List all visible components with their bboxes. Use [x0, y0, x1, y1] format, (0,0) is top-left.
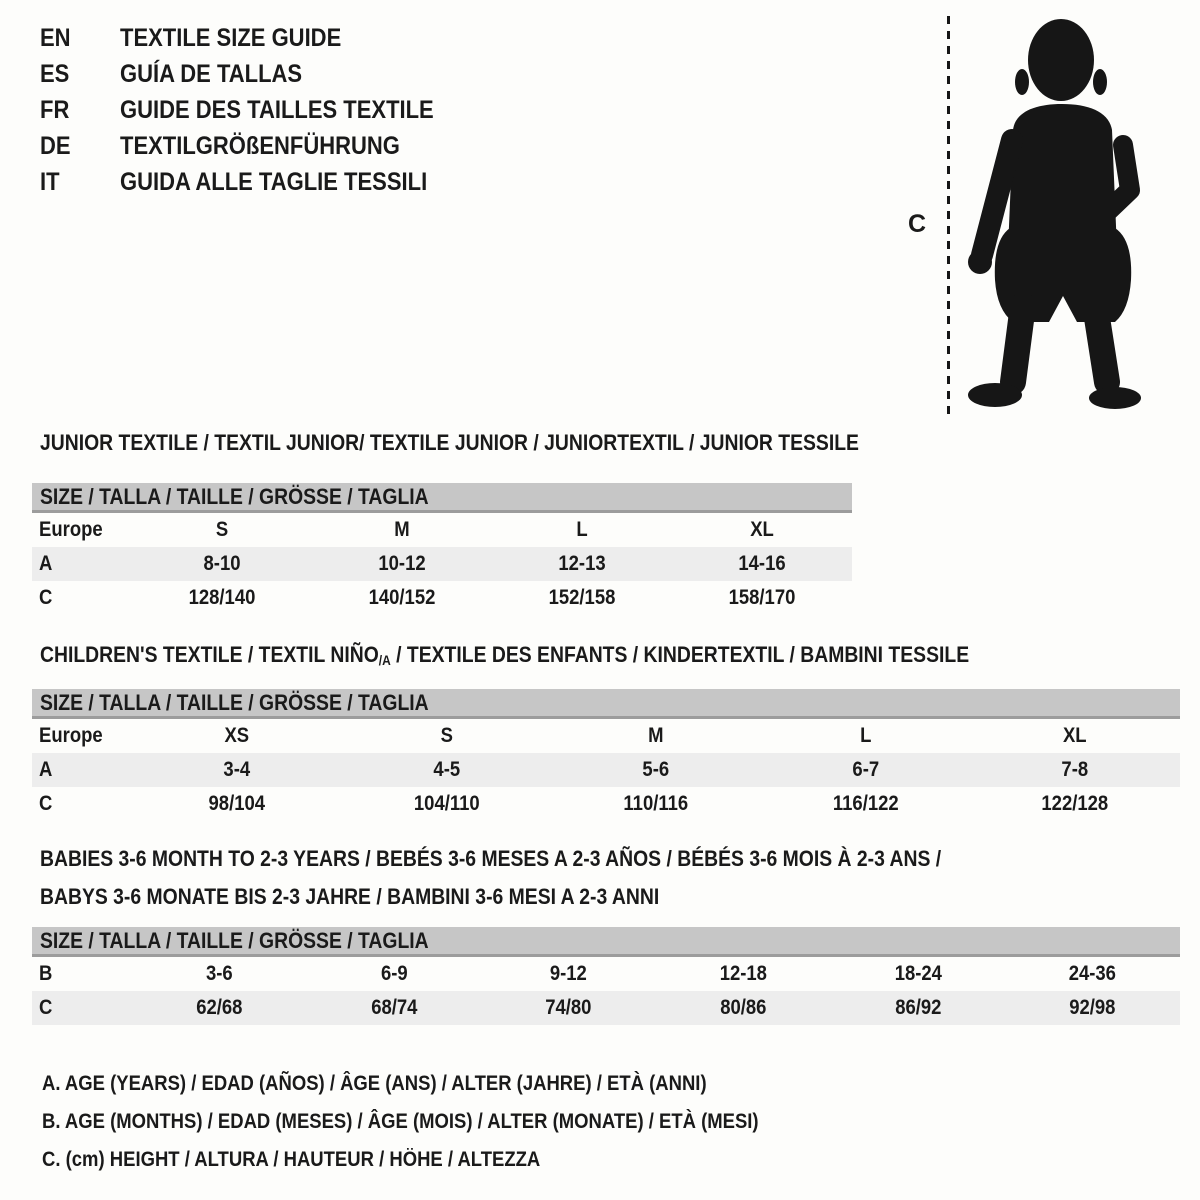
- legend-line-c: [42, 1147, 608, 1173]
- region-label: Europe: [39, 518, 103, 541]
- column-header: XL: [1063, 724, 1087, 747]
- language-row: [40, 164, 477, 200]
- legend-line-b-text: B. AGE (MONTHS) / EDAD (MESES) / ÂGE (MOIS) / ALTER (MONATE) / ETÀ (MESI): [42, 1110, 759, 1133]
- column-header: M: [394, 518, 410, 541]
- table-cell: 128/140: [188, 586, 256, 609]
- babies-section-title-line2: [40, 883, 744, 910]
- language-title: GUIDE DES TAILLES TEXTILE: [120, 96, 434, 124]
- table-cell: 14-16: [738, 552, 786, 575]
- height-measure-label: C: [908, 210, 927, 238]
- table-cell: 158/170: [728, 586, 796, 609]
- table-cell: 18-24: [894, 962, 942, 985]
- table-cell: 86/92: [894, 996, 942, 1019]
- language-title: GUIDA ALLE TAGLIE TESSILI: [120, 168, 428, 196]
- language-code: EN: [40, 24, 71, 52]
- size-header-label: SIZE / TALLA / TAILLE / GRÖSSE / TAGLIA: [40, 484, 429, 509]
- table-cell: 98/104: [208, 792, 266, 815]
- column-header: L: [576, 518, 588, 541]
- region-label: Europe: [39, 724, 103, 747]
- table-cell: 24-36: [1069, 962, 1117, 985]
- table-row-age-months: [32, 957, 1180, 991]
- table-header-row: [32, 513, 852, 547]
- legend-line-a: [42, 1071, 797, 1097]
- table-cell: 110/116: [623, 792, 689, 815]
- table-cell: 5-6: [642, 758, 670, 781]
- row-label: A: [39, 758, 53, 781]
- legend-line-a-text: A. AGE (YEARS) / EDAD (AÑOS) / ÂGE (ANS) / ALTER (JAHRE) / ETÀ (ANNI): [42, 1072, 707, 1095]
- height-measure-line: [947, 16, 950, 414]
- babies-size-table: [32, 927, 1180, 1025]
- table-cell: 10-12: [378, 552, 426, 575]
- size-header-label: SIZE / TALLA / TAILLE / GRÖSSE / TAGLIA: [40, 928, 429, 953]
- table-row-height-cm: [32, 581, 852, 615]
- table-cell: 92/98: [1069, 996, 1116, 1019]
- language-code: DE: [40, 132, 71, 160]
- table-row-age-years: [32, 753, 1180, 787]
- column-header: XL: [750, 518, 774, 541]
- table-cell: 74/80: [545, 996, 592, 1019]
- table-cell: 80/86: [720, 996, 767, 1019]
- babies-section-title-line1-text: BABIES 3-6 MONTH TO 2-3 YEARS / BEBÉS 3-6 MESES A 2-3 AÑOS / BÉBÉS 3-6 MOIS À 2-3 ANS /: [40, 846, 942, 871]
- table-cell: 8-10: [203, 552, 241, 575]
- babies-section-title-line2-text: BABYS 3-6 MONATE BIS 2-3 JAHRE / BAMBINI 3-6 MESI A 2-3 ANNI: [40, 884, 660, 909]
- legend-line-b: [42, 1109, 856, 1135]
- table-row-age-years: [32, 547, 852, 581]
- table-cell: 68/74: [370, 996, 418, 1019]
- table-header-row: [32, 719, 1180, 753]
- language-title: TEXTILGRÖßENFÜHRUNG: [120, 132, 400, 160]
- junior-size-table: [32, 483, 852, 615]
- table-row-height-cm: [32, 787, 1180, 821]
- language-title-block: [40, 20, 477, 200]
- table-cell: 140/152: [368, 586, 436, 609]
- row-label: B: [39, 962, 53, 985]
- language-row: [40, 92, 477, 128]
- row-label: A: [39, 552, 53, 575]
- size-header-label: SIZE / TALLA / TAILLE / GRÖSSE / TAGLIA: [40, 690, 429, 715]
- language-row: [40, 56, 477, 92]
- table-cell: 12-18: [719, 962, 767, 985]
- column-header: L: [859, 724, 872, 747]
- table-cell: 3-4: [223, 758, 251, 781]
- language-row: [40, 128, 477, 164]
- table-cell: 6-9: [380, 962, 408, 985]
- column-header: S: [215, 518, 229, 541]
- size-header-band: [32, 927, 1180, 957]
- row-label: C: [39, 586, 53, 609]
- table-cell: 152/158: [548, 586, 616, 609]
- table-cell: 7-8: [1061, 758, 1089, 781]
- table-cell: 104/110: [413, 792, 480, 815]
- size-header-band: [32, 483, 852, 513]
- row-label: C: [39, 996, 53, 1019]
- table-cell: 3-6: [205, 962, 233, 985]
- junior-section-title: [40, 429, 971, 456]
- table-cell: 12-13: [558, 552, 606, 575]
- table-cell: 4-5: [433, 758, 460, 781]
- junior-section-title-text: JUNIOR TEXTILE / TEXTIL JUNIOR/ TEXTILE JUNIOR / JUNIORTEXTIL / JUNIOR TESSILE: [40, 430, 859, 455]
- table-cell: 116/122: [832, 792, 899, 815]
- size-header-band: [32, 689, 1180, 719]
- toddler-silhouette-icon: [955, 10, 1150, 418]
- column-header: XS: [224, 724, 250, 747]
- table-cell: 9-12: [550, 962, 588, 985]
- children-size-table: [32, 689, 1180, 821]
- language-title: TEXTILE SIZE GUIDE: [120, 24, 342, 52]
- language-code: IT: [40, 168, 60, 196]
- language-code: FR: [40, 96, 70, 124]
- table-cell: 6-7: [852, 758, 879, 781]
- row-label: C: [39, 792, 53, 815]
- column-header: S: [440, 724, 453, 747]
- language-row: [40, 20, 477, 56]
- legend-line-c-text: C. (cm) HEIGHT / ALTURA / HAUTEUR / HÖHE / ALTEZZA: [42, 1148, 541, 1171]
- nino-a-subscript: /A: [378, 653, 391, 668]
- children-section-title-text: CHILDREN'S TEXTILE / TEXTIL NIÑO/A / TEXTILE DES ENFANTS / KINDERTEXTIL / BAMBINI TESSILE: [40, 642, 970, 668]
- children-section-title: [40, 641, 1096, 674]
- table-cell: 62/68: [196, 996, 243, 1019]
- language-code: ES: [40, 60, 70, 88]
- babies-section-title-line1: [40, 845, 1064, 872]
- table-row-height-cm: [32, 991, 1180, 1025]
- table-cell: 122/128: [1041, 792, 1109, 815]
- language-title: GUÍA DE TALLAS: [120, 60, 303, 88]
- column-header: M: [648, 724, 664, 747]
